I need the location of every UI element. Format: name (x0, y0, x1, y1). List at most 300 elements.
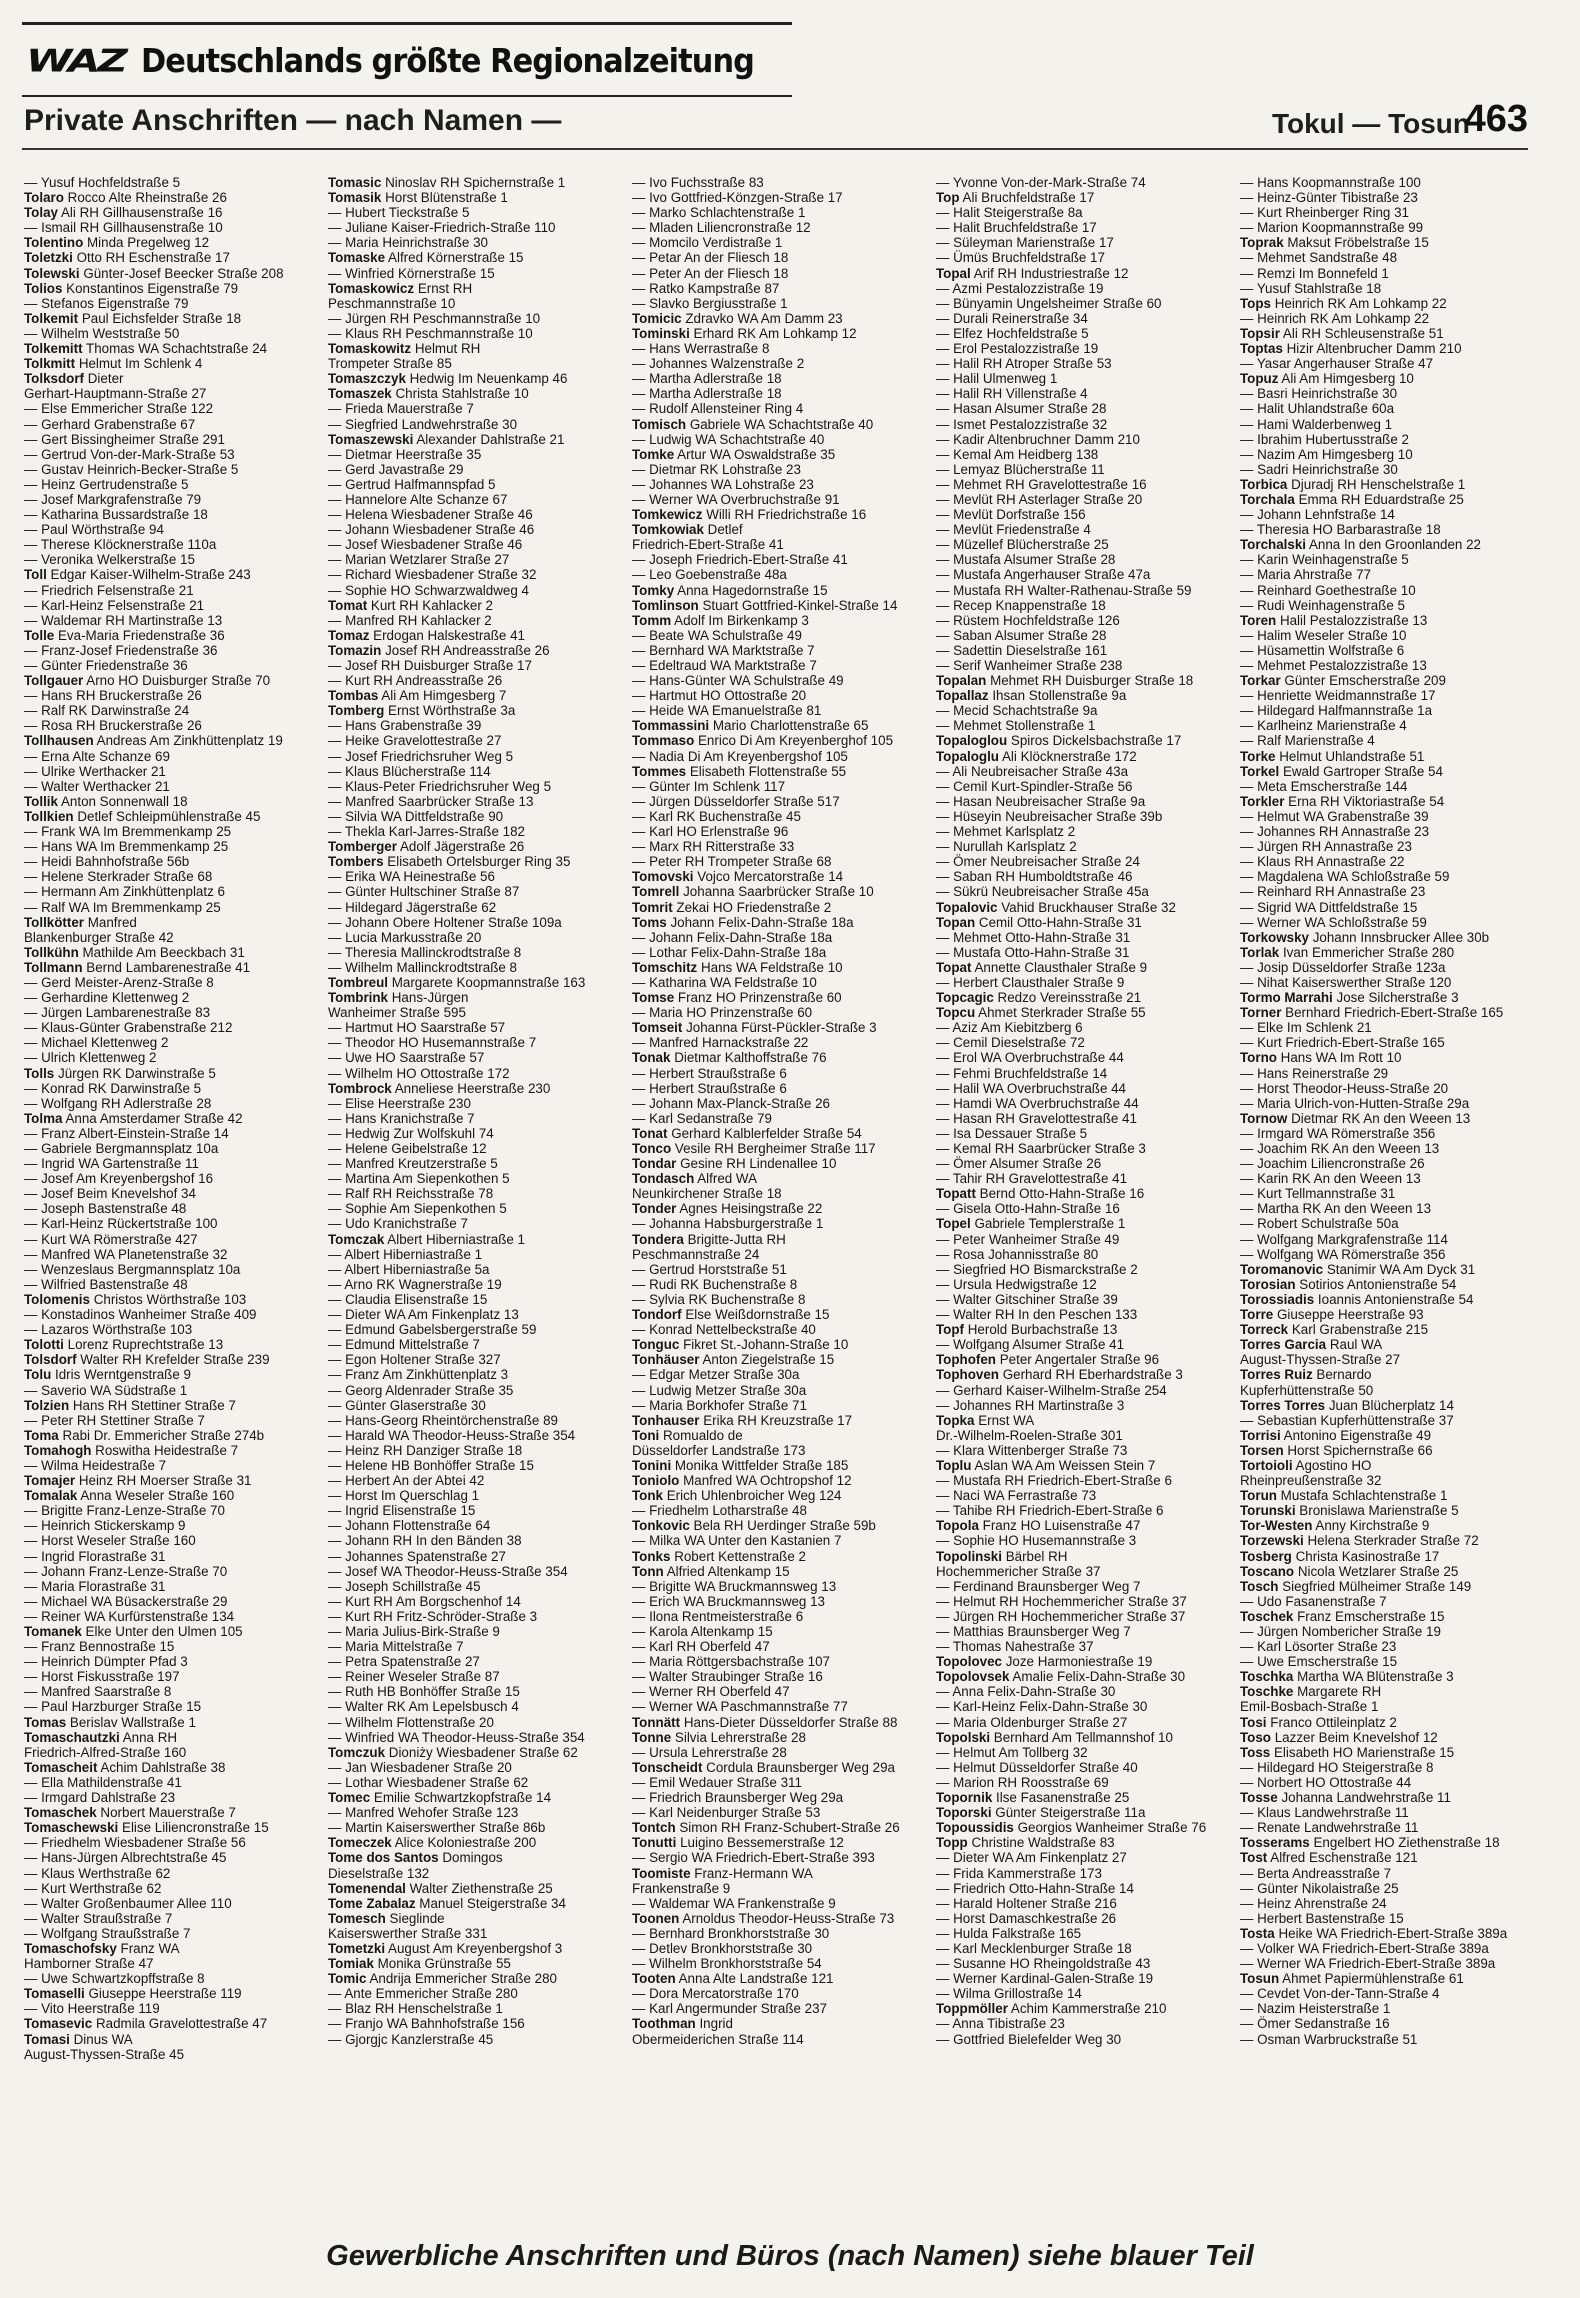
directory-entry (1240, 1956, 1530, 1971)
entry-details: Bernd Otto-Hahn-Straße 16 (979, 1186, 1145, 1202)
entry-surname: Tomenendal (328, 1880, 406, 1896)
directory-entry (936, 1005, 1226, 1020)
entry-details: — Klaus RH Peschmannstraße 10 (328, 325, 533, 341)
entry-details: Johanna Saarbrücker Straße 10 (683, 884, 874, 900)
entry-details: — Erol WA Overbruchstraße 44 (936, 1050, 1124, 1066)
directory-entry (24, 794, 314, 809)
entry-details: Agostino HO (1295, 1457, 1372, 1473)
directory-entry (632, 1141, 922, 1156)
entry-details: — Naci WA Ferrastraße 73 (936, 1488, 1097, 1504)
entry-details: — Herbert Clausthaler Straße 9 (936, 974, 1125, 990)
entry-details: — Erna Alte Schanze 69 (24, 748, 170, 764)
directory-entry (328, 266, 618, 281)
directory-entry (632, 522, 922, 537)
entry-details: Ali Am Himgesberg 7 (381, 688, 507, 704)
entry-details: Adolf Jägerstraße 26 (399, 839, 525, 855)
directory-entry (328, 1654, 618, 1669)
entry-details: Ali Bruchfeldstraße 17 (962, 190, 1095, 206)
entry-details: — Ingrid WA Gartenstraße 11 (24, 1156, 199, 1172)
entry-details: Hamborner Straße 47 (24, 1956, 154, 1972)
entry-details: — Günter Nikolaistraße 25 (1240, 1880, 1399, 1896)
directory-entry (328, 613, 618, 628)
directory-entry (328, 945, 618, 960)
entry-details: — Wolfgang Markgrafenstraße 114 (1240, 1231, 1448, 1247)
entry-details: — Johannes RH Martinstraße 3 (936, 1397, 1125, 1413)
directory-entry (936, 462, 1226, 477)
entry-details: Günter Emscherstraße 209 (1284, 673, 1446, 689)
entry-details: — Halil RH Villenstraße 4 (936, 386, 1088, 402)
directory-entry (936, 1639, 1226, 1654)
entry-surname: Tombas (328, 688, 379, 704)
directory-entry (24, 432, 314, 447)
entry-details: — Ulrike Werthacker 21 (24, 763, 166, 779)
entry-surname: Toms (632, 914, 667, 930)
directory-entry (936, 1096, 1226, 1111)
entry-details: — Heinz RH Danziger Straße 18 (328, 1442, 523, 1458)
directory-entry (936, 990, 1226, 1005)
directory-entry (632, 1081, 922, 1096)
directory-entry (632, 1941, 922, 1956)
entry-details: — Stefanos Eigenstraße 79 (24, 295, 189, 311)
entry-details: Anna Alte Landstraße 121 (678, 1971, 834, 1987)
entry-details: Engelbert HO Ziethenstraße 18 (1313, 1835, 1500, 1851)
directory-entry (936, 2016, 1226, 2031)
entry-details: Trompeter Straße 85 (328, 356, 452, 372)
entry-details: August Am Kreyenbergshof 3 (388, 1940, 563, 1956)
directory-entry (24, 311, 314, 326)
entry-details: Minda Pregelweg 12 (87, 235, 210, 251)
entry-details: Cordula Braunsberger Weg 29a (706, 1759, 895, 1775)
directory-entry (632, 1745, 922, 1760)
entry-details: Dieselstraße 132 (328, 1865, 430, 1881)
directory-entry (936, 945, 1226, 960)
directory-entry (936, 371, 1226, 386)
directory-entry (24, 1549, 314, 1564)
directory-entry (1240, 1986, 1530, 2001)
entry-details: Helmut RH (414, 341, 481, 357)
entry-details: Ali Am Himgesberg 10 (1281, 371, 1414, 387)
entry-details: — Erol Pestalozzistraße 19 (936, 341, 1099, 357)
directory-entry (328, 1684, 618, 1699)
directory-entry (632, 492, 922, 507)
entry-details: — Walter RK Am Lepelsbusch 4 (328, 1699, 519, 1715)
entry-details: — Heinz-Günter Tibistraße 23 (1240, 190, 1418, 206)
directory-entry (936, 250, 1226, 265)
directory-entry (24, 175, 314, 190)
directory-entry (632, 673, 922, 688)
entry-surname: Topka (936, 1412, 975, 1428)
entry-details: — Dietmar Heerstraße 35 (328, 446, 482, 462)
entry-details: — Herbert An der Abtei 42 (328, 1473, 485, 1489)
entry-details: Agnes Heisingstraße 22 (679, 1201, 823, 1217)
footer-note: Gewerbliche Anschriften und Büros (nach Namen) siehe blauer Teil (326, 2240, 1254, 2272)
directory-entry (24, 1035, 314, 1050)
entry-details: — Wolfgang Alsumer Straße 41 (936, 1337, 1125, 1353)
entry-details: Ernst Wörthstraße 3a (388, 703, 516, 719)
entry-details: — Peter Wanheimer Straße 49 (936, 1231, 1120, 1247)
entry-details: — Maria Ahrstraße 77 (1240, 567, 1371, 583)
entry-details: — Lothar Felix-Dahn-Straße 18a (632, 944, 827, 960)
entry-details: Margarete Koopmannstraße 163 (391, 974, 586, 990)
entry-details: — Ralf RK Darwinstraße 24 (24, 703, 190, 719)
entry-details: — Theresia HO Barbarastraße 18 (1240, 522, 1441, 538)
entry-details: Hans RH Stettiner Straße 7 (72, 1397, 236, 1413)
directory-entry (328, 1247, 618, 1262)
directory-entry (632, 507, 922, 522)
entry-details: — Hasan Neubreisacher Straße 9a (936, 793, 1146, 809)
entry-surname: Torner (1240, 1005, 1282, 1021)
directory-entry (328, 326, 618, 341)
directory-entry (1240, 281, 1530, 296)
entry-details: Anna Hagedornstraße 15 (677, 582, 828, 598)
entry-surname: Tonnätt (632, 1714, 681, 1730)
entry-details: — Petar An der Fliesch 18 (632, 250, 789, 266)
directory-entry (328, 1141, 618, 1156)
directory-entry (328, 975, 618, 990)
directory-entry (328, 1458, 618, 1473)
entry-details: — Mustafa Alsumer Straße 28 (936, 552, 1116, 568)
entry-surname: Topaloglou (936, 733, 1008, 749)
directory-entry (328, 1805, 618, 1820)
directory-entry (328, 477, 618, 492)
entry-details: Manuel Steigerstraße 34 (419, 1895, 566, 1911)
entry-surname: Tomaschewski (24, 1820, 119, 1836)
directory-entry (1240, 175, 1530, 190)
entry-details: — Karl-Heinz Rückertstraße 100 (24, 1216, 218, 1232)
directory-entry (328, 1669, 618, 1684)
entry-details: — Emil Wedauer Straße 311 (632, 1774, 802, 1790)
entry-details: — Martha Adlerstraße 18 (632, 386, 782, 402)
directory-entry (632, 1790, 922, 1805)
directory-entry (632, 1443, 922, 1458)
entry-details: Hans-Dieter Düsseldorfer Straße 88 (683, 1714, 898, 1730)
directory-entry (24, 1156, 314, 1171)
entry-details: — Klara Wittenberger Straße 73 (936, 1442, 1128, 1458)
entry-details: — Josef Beim Knevelshof 34 (24, 1186, 196, 1202)
directory-entry (936, 1971, 1226, 1986)
directory-entry (1240, 673, 1530, 688)
entry-details: — Sebastian Kupferhüttenstraße 37 (1240, 1412, 1454, 1428)
entry-surname: Tonini (632, 1457, 672, 1473)
directory-entry (1240, 432, 1530, 447)
entry-surname: Torbica (1240, 476, 1288, 492)
entry-surname: Tonco (632, 1141, 672, 1156)
entry-surname: Toll (24, 567, 47, 583)
entry-details: Ali Klöcknerstraße 172 (1001, 748, 1137, 764)
entry-surname: Tolaro (24, 190, 64, 206)
entry-details: — Therese Klöcknerstraße 110a (24, 537, 217, 553)
entry-details: Franco Ottileinplatz 2 (1270, 1714, 1397, 1730)
entry-details: — Mladen Liliencronstraße 12 (632, 220, 811, 236)
entry-details: — Frieda Mauerstraße 7 (328, 401, 474, 417)
entry-surname: Tonat (632, 1125, 668, 1141)
entry-details: Anna Amsterdamer Straße 42 (65, 1110, 243, 1126)
entry-surname: Topuz (1240, 371, 1279, 387)
entry-surname: Tommassini (632, 718, 710, 734)
directory-entry (632, 1458, 922, 1473)
directory-entry (936, 1715, 1226, 1730)
directory-entry (632, 945, 922, 960)
entry-details: — Peter RH Trompeter Straße 68 (632, 854, 832, 870)
directory-entry (632, 341, 922, 356)
directory-entry (936, 854, 1226, 869)
entry-details: — Martin Kaiserswerther Straße 86b (328, 1820, 546, 1836)
entry-details: Willi RH Friedrichstraße 16 (706, 507, 867, 523)
entry-details: — Susanne HO Rheingoldstraße 43 (936, 1956, 1151, 1972)
entry-details: Sotirios Antonienstraße 54 (1299, 1276, 1457, 1292)
entry-surname: Tomseit (632, 1020, 683, 1036)
directory-entry (1240, 1941, 1530, 1956)
entry-details: — Wolfgang WA Römerstraße 356 (1240, 1246, 1446, 1262)
entry-details: Alfred Eschenstraße 121 (1270, 1850, 1418, 1866)
entry-details: — Wilfried Bastenstraße 48 (24, 1276, 188, 1292)
entry-details: Annette Clausthaler Straße 9 (974, 959, 1148, 975)
directory-entry (1240, 1745, 1530, 1760)
entry-surname: Toschke (1240, 1684, 1294, 1700)
directory-entry (632, 1775, 922, 1790)
entry-surname: Toniolo (632, 1473, 680, 1489)
directory-entry (632, 779, 922, 794)
entry-surname: Tolomenis (24, 1291, 90, 1307)
directory-entry (24, 250, 314, 265)
directory-entry (1240, 1639, 1530, 1654)
directory-entry (632, 1533, 922, 1548)
entry-surname: Tominski (632, 325, 690, 341)
directory-entry (24, 507, 314, 522)
directory-entry (24, 1564, 314, 1579)
directory-entry (328, 583, 618, 598)
entry-details: — Horst Theodor-Heuss-Straße 20 (1240, 1080, 1449, 1096)
directory-entry (24, 1956, 314, 1971)
directory-entry (1240, 1911, 1530, 1926)
directory-entry (632, 658, 922, 673)
entry-surname: Tolios (24, 280, 63, 296)
entry-details: — Mehmet Karlsplatz 2 (936, 824, 1076, 840)
directory-entry (1240, 447, 1530, 462)
directory-entry (936, 266, 1226, 281)
entry-details: — Kurt Tellmannstraße 31 (1240, 1186, 1396, 1202)
directory-entry (632, 733, 922, 748)
entry-details: Hans-Jürgen (391, 990, 469, 1006)
entry-surname: Tontch (632, 1820, 676, 1836)
entry-details: Detlef (707, 522, 743, 538)
directory-entry (936, 824, 1226, 839)
entry-surname: Tollmann (24, 959, 83, 975)
entry-surname: Torkel (1240, 763, 1280, 779)
waz-logo: WAZ (26, 41, 125, 79)
entry-details: — Mevlüt Dorfstraße 156 (936, 507, 1086, 523)
directory-entry (24, 628, 314, 643)
entry-details: — Hubert Tieckstraße 5 (328, 205, 470, 221)
entry-surname: Torchala (1240, 491, 1295, 507)
directory-entry (936, 205, 1226, 220)
entry-details: — Gottfried Bielefelder Weg 30 (936, 2031, 1122, 2047)
entry-details: Wanheimer Straße 595 (328, 1005, 466, 1021)
entry-details: — Walter Großenbaumer Allee 110 (24, 1895, 232, 1911)
entry-details: — Sylvia RK Buchenstraße 8 (632, 1291, 806, 1307)
entry-details: — Marion RH Roosstraße 69 (936, 1774, 1109, 1790)
entry-surname: Torno (1240, 1050, 1277, 1066)
directory-entry (24, 492, 314, 507)
directory-entry (936, 1322, 1226, 1337)
directory-entry (328, 854, 618, 869)
entry-surname: Tomesch (328, 1910, 386, 1926)
entry-details: — Cevdet Von-der-Tann-Straße 4 (1240, 1986, 1440, 2002)
directory-entry (936, 2001, 1226, 2016)
directory-entry (24, 779, 314, 794)
entry-details: Elisabeth HO Marienstraße 15 (1274, 1744, 1455, 1760)
directory-entry (936, 718, 1226, 733)
directory-entry (24, 688, 314, 703)
directory-entry (328, 1292, 618, 1307)
entry-surname: Tolle (24, 627, 55, 643)
entry-details: — Gabriele Bergmannsplatz 10a (24, 1141, 219, 1156)
entry-details: — Josef WA Theodor-Heuss-Straße 354 (328, 1563, 568, 1579)
entry-details: Ahmet Sterkrader Straße 55 (978, 1005, 1146, 1021)
entry-details: — Karl-Heinz Felsenstraße 21 (24, 597, 205, 613)
entry-surname: Tomec (328, 1790, 371, 1806)
entry-details: — Helena Wiesbadener Straße 46 (328, 507, 533, 523)
entry-details: Alfried Altenkamp 15 (666, 1563, 790, 1579)
entry-details: — Vito Heerstraße 119 (24, 2001, 160, 2017)
directory-entry (328, 281, 618, 296)
directory-entry (1240, 1216, 1530, 1231)
entry-details: — Marion Koopmannstraße 99 (1240, 220, 1424, 236)
entry-surname: Tonutti (632, 1835, 677, 1851)
entry-details: — Matthias Braunsberger Weg 7 (936, 1624, 1131, 1639)
directory-entry (24, 1186, 314, 1201)
directory-entry (328, 1020, 618, 1035)
entry-details: — Günter Glaserstraße 30 (328, 1397, 486, 1413)
directory-entry (1240, 613, 1530, 628)
entry-surname: Tomazin (328, 642, 382, 658)
directory-entry (936, 598, 1226, 613)
directory-entry (632, 1986, 922, 2001)
entry-details: — Theresia Mallinckrodtstraße 8 (328, 944, 522, 960)
directory-entry (328, 1443, 618, 1458)
directory-entry (936, 1775, 1226, 1790)
entry-details: Arif RH Industriestraße 12 (973, 265, 1129, 281)
directory-entry (936, 401, 1226, 416)
entry-details: — Josef Am Kreyenbergshof 16 (24, 1171, 214, 1187)
directory-entry (24, 1126, 314, 1141)
entry-details: Obermeiderichen Straße 114 (632, 2031, 804, 2047)
directory-entry (632, 1005, 922, 1020)
entry-details: — Franjo WA Bahnhofstraße 156 (328, 2016, 525, 2032)
directory-entry (328, 537, 618, 552)
entry-details: Halil Pestalozzistraße 13 (1279, 612, 1428, 628)
entry-details: — Serif Wanheimer Straße 238 (936, 658, 1123, 673)
entry-details: Achim Dahlstraße 38 (100, 1759, 226, 1775)
directory-entry (936, 1986, 1226, 2001)
entry-details: — Udo Fasanenstraße 7 (1240, 1593, 1387, 1609)
entry-details: — Johannes RH Annastraße 23 (1240, 824, 1430, 840)
entry-surname: Torchalski (1240, 537, 1306, 553)
entry-details: — Lazaros Wörthstraße 103 (24, 1322, 193, 1338)
entry-details: — Karl RH Oberfeld 47 (632, 1639, 770, 1655)
entry-details: — Arno RK Wagnerstraße 19 (328, 1276, 502, 1292)
entry-details: Karl Grabenstraße 215 (1291, 1322, 1429, 1338)
entry-details: — Süleyman Marienstraße 17 (936, 235, 1114, 251)
entry-details: — Dieter WA Am Finkenplatz 27 (936, 1850, 1127, 1866)
directory-entry (328, 175, 618, 190)
entry-details: Manfred (87, 914, 137, 930)
entry-surname: Torres Torres (1240, 1397, 1326, 1413)
entry-surname: Topallaz (936, 688, 989, 704)
directory-entry (632, 1699, 922, 1714)
directory-entry (632, 613, 922, 628)
entry-details: — Konrad Nettelbeckstraße 40 (632, 1322, 816, 1338)
directory-entry (936, 1941, 1226, 1956)
entry-surname: Tomascheit (24, 1759, 98, 1775)
entry-surname: Tor-Westen (1240, 1518, 1313, 1534)
entry-details: — Wolfgang RH Adlerstraße 28 (24, 1095, 212, 1111)
entry-surname: Topola (936, 1518, 979, 1534)
entry-surname: Tormo Marrahi (1240, 990, 1333, 1006)
entry-details: Zdravko WA Am Damm 23 (685, 310, 843, 326)
entry-details: Cemil Otto-Hahn-Straße 31 (978, 914, 1142, 930)
directory-entry (328, 900, 618, 915)
entry-surname: Tomrit (632, 899, 673, 915)
entry-details: — Kurt Werthstraße 62 (24, 1880, 162, 1896)
entry-details: Berislav Wallstraße 1 (69, 1714, 196, 1730)
entry-details: Spiros Dickelsbachstraße 17 (1010, 733, 1182, 749)
entry-details: Raul WA (1329, 1337, 1383, 1353)
entry-surname: Tomanek (24, 1624, 82, 1639)
entry-details: Johanna Landwehrstraße 11 (1281, 1790, 1451, 1806)
entry-details: — Fehmi Bruchfeldstraße 14 (936, 1065, 1108, 1081)
directory-entry (936, 764, 1226, 779)
entry-details: — Leo Goebenstraße 48a (632, 567, 787, 583)
entry-surname: Tomczuk (328, 1744, 386, 1760)
entry-surname: Tonne (632, 1729, 672, 1745)
directory-entry (24, 567, 314, 582)
entry-details: — Johann Max-Planck-Straße 26 (632, 1095, 830, 1111)
directory-entry (328, 1201, 618, 1216)
entry-surname: Topel (936, 1216, 971, 1232)
entry-details: — Maria Julius-Birk-Straße 9 (328, 1624, 500, 1639)
entry-details: — Heinz Gertrudenstraße 5 (24, 476, 189, 492)
directory-entry (24, 2016, 314, 2031)
directory-entry (1240, 945, 1530, 960)
entry-details: — Werner RH Oberfeld 47 (632, 1684, 790, 1700)
directory-entry (632, 884, 922, 899)
entry-details: — Franz Albert-Einstein-Straße 14 (24, 1125, 229, 1141)
entry-details: — Karl Lösorter Straße 23 (1240, 1639, 1397, 1655)
directory-entry (1240, 1503, 1530, 1518)
entry-details: — Ante Emmericher Straße 280 (328, 1986, 518, 2002)
entry-details: — Maria HO Prinzenstraße 60 (632, 1005, 813, 1021)
entry-details: — Thomas Nahestraße 37 (936, 1639, 1094, 1655)
entry-details: Nicola Wetzlarer Straße 25 (1297, 1563, 1459, 1579)
entry-details: — Tahibe RH Friedrich-Ebert-Straße 6 (936, 1503, 1164, 1519)
entry-details: — Richard Wiesbadener Straße 32 (328, 567, 537, 583)
directory-entry (1240, 1850, 1530, 1865)
entry-surname: Tomky (632, 582, 675, 598)
directory-entry (1240, 1050, 1530, 1065)
directory-entry (936, 583, 1226, 598)
directory-entry (632, 1669, 922, 1684)
entry-details: Hedwig Im Neuenkamp 46 (409, 371, 568, 387)
entry-details: — Winfried Körnerstraße 15 (328, 265, 495, 281)
directory-entry (328, 1126, 618, 1141)
entry-details: — Udo Kranichstraße 7 (328, 1216, 468, 1232)
entry-details: Kupferhüttenstraße 50 (1240, 1382, 1374, 1398)
entry-surname: Toromanovic (1240, 1261, 1324, 1277)
entry-surname: Topcu (936, 1005, 976, 1021)
entry-surname: Torun (1240, 1488, 1277, 1504)
entry-details: Idris Werntgenstraße 9 (55, 1367, 191, 1383)
